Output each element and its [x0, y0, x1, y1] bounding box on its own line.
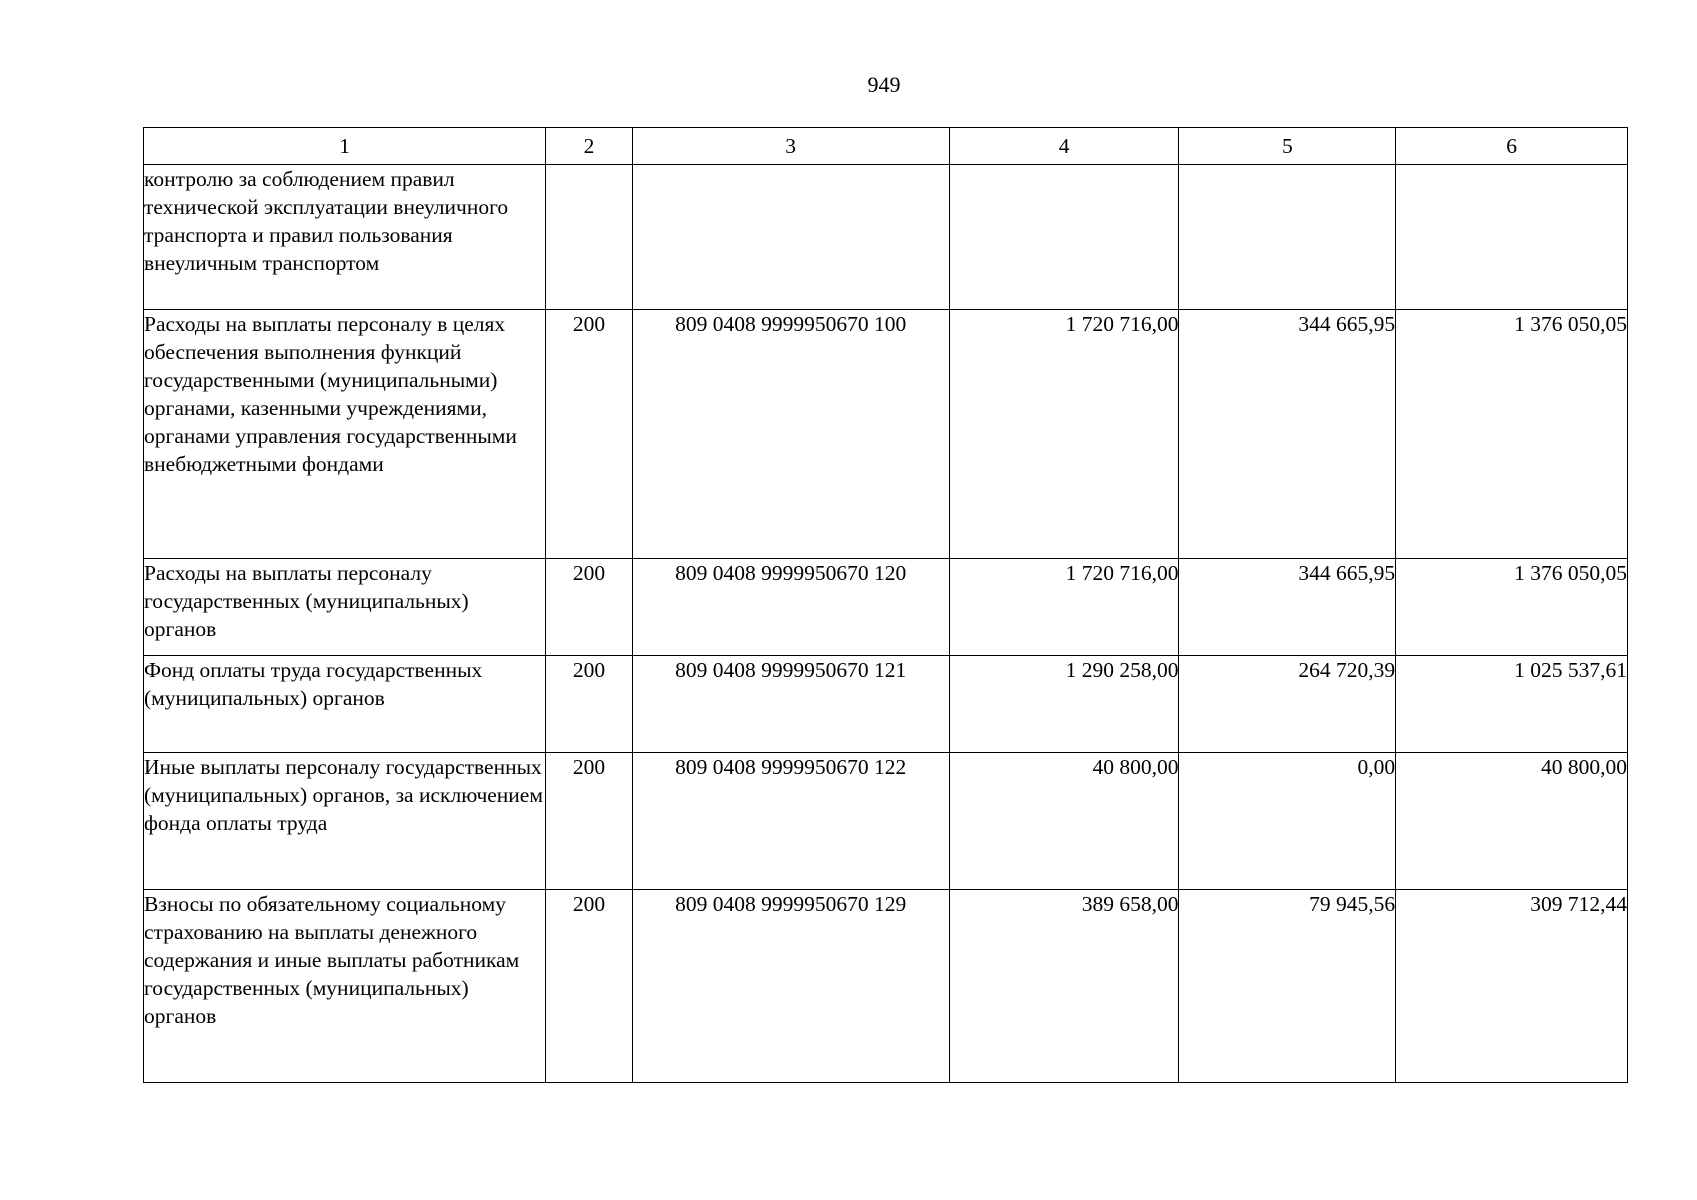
row-budget-code: 809 0408 9999950670 120 — [632, 559, 949, 656]
column-header: 2 — [546, 128, 632, 165]
row-budget-code: 809 0408 9999950670 122 — [632, 753, 949, 890]
table-row — [144, 753, 1628, 890]
column-header: 3 — [632, 128, 949, 165]
column-header: 5 — [1179, 128, 1396, 165]
row-approved-amount: 40 800,00 — [949, 753, 1179, 890]
row-line-code: 200 — [546, 753, 632, 890]
table-row — [144, 165, 1628, 310]
row-line-code: 200 — [546, 656, 632, 753]
row-description: контролю за соблюдением правил технической эксплуатации внеуличного транспорта и правил пользования внеуличным транспортом — [144, 165, 546, 310]
row-description: Фонд оплаты труда государственных (муниципальных) органов — [144, 656, 546, 753]
row-budget-code — [632, 165, 949, 310]
row-line-code: 200 — [546, 310, 632, 559]
table-row — [144, 656, 1628, 753]
table-row — [144, 310, 1628, 559]
row-approved-amount — [949, 165, 1179, 310]
row-unexecuted-amount: 40 800,00 — [1396, 753, 1628, 890]
row-line-code: 200 — [546, 559, 632, 656]
row-executed-amount: 264 720,39 — [1179, 656, 1396, 753]
row-executed-amount — [1179, 165, 1396, 310]
row-approved-amount: 1 720 716,00 — [949, 310, 1179, 559]
column-header: 4 — [949, 128, 1179, 165]
column-header: 1 — [144, 128, 546, 165]
row-unexecuted-amount: 309 712,44 — [1396, 890, 1628, 1083]
table-row — [144, 890, 1628, 1083]
row-unexecuted-amount: 1 025 537,61 — [1396, 656, 1628, 753]
row-description: Взносы по обязательному социальному страхованию на выплаты денежного содержания и иные выплаты работникам государственных (муниципальных) органов — [144, 890, 546, 1083]
row-approved-amount: 389 658,00 — [949, 890, 1179, 1083]
row-description: Расходы на выплаты персоналу государственных (муниципальных) органов — [144, 559, 546, 656]
column-header: 6 — [1396, 128, 1628, 165]
row-budget-code: 809 0408 9999950670 129 — [632, 890, 949, 1083]
row-executed-amount: 0,00 — [1179, 753, 1396, 890]
page-number: 949 — [867, 72, 901, 97]
column-number-header-row — [144, 128, 1628, 165]
row-budget-code: 809 0408 9999950670 121 — [632, 656, 949, 753]
row-unexecuted-amount: 1 376 050,05 — [1396, 559, 1628, 656]
row-executed-amount: 344 665,95 — [1179, 559, 1396, 656]
row-line-code — [546, 165, 632, 310]
table-row — [144, 559, 1628, 656]
row-line-code: 200 — [546, 890, 632, 1083]
budget-execution-table — [143, 127, 1628, 1083]
row-unexecuted-amount — [1396, 165, 1628, 310]
row-description: Расходы на выплаты персоналу в целях обеспечения выполнения функций государственными (муниципальными) органами, казенными учреждениями, органами управления государственными внебюджетными фондами — [144, 310, 546, 559]
row-budget-code: 809 0408 9999950670 100 — [632, 310, 949, 559]
row-approved-amount: 1 720 716,00 — [949, 559, 1179, 656]
row-unexecuted-amount: 1 376 050,05 — [1396, 310, 1628, 559]
row-executed-amount: 79 945,56 — [1179, 890, 1396, 1083]
row-description: Иные выплаты персоналу государственных (муниципальных) органов, за исключением фонда оплаты труда — [144, 753, 546, 890]
row-executed-amount: 344 665,95 — [1179, 310, 1396, 559]
row-approved-amount: 1 290 258,00 — [949, 656, 1179, 753]
